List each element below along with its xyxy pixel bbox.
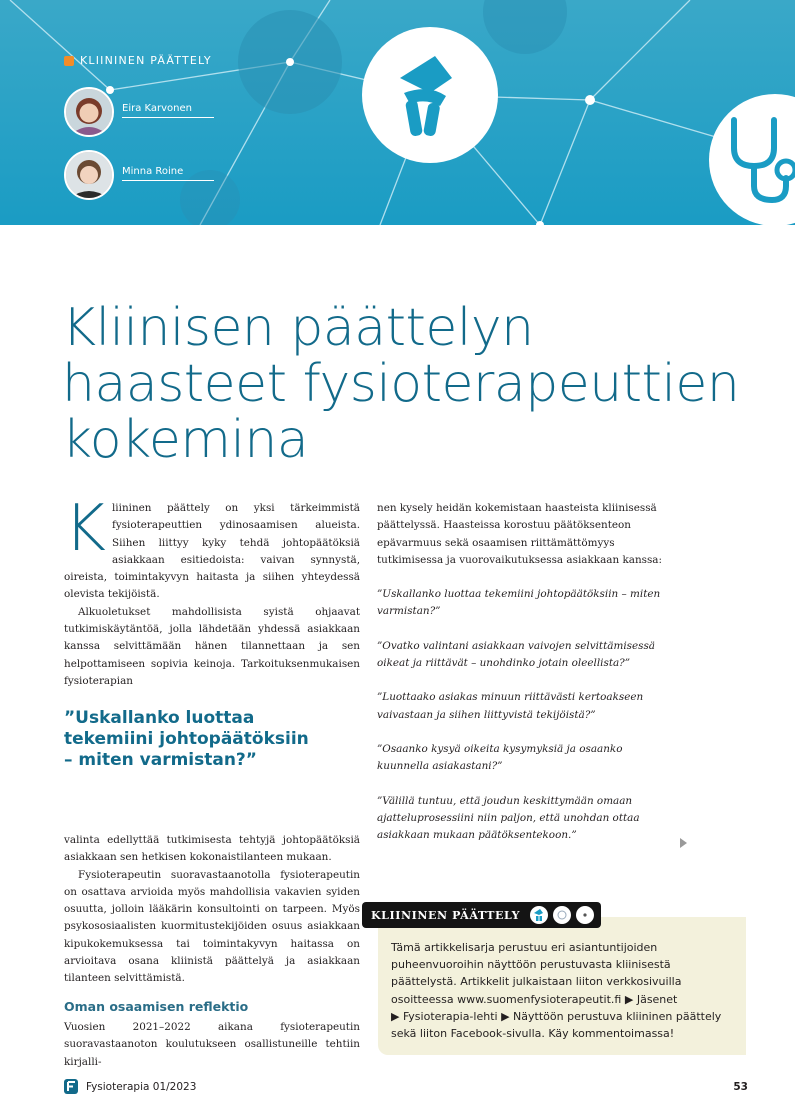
header-banner bbox=[0, 0, 795, 225]
paragraph: Fysioterapeutin suoravastaanotolla fysioterapeutin on osattava arvioida myös mahdollisia vakavien syiden osuutta, jolloin lääkärin konsultointi on tarpeen. Myös psykososiaalisten kuormitustekijöiden osuus asiakkaan kipukokemuksessa tai toimintakyvyn haitassa on arvioitava osana kliinistä päättelyä ja asiakkaan tilanteen selvittämistä. bbox=[64, 868, 360, 985]
quote: ”Osaanko kysyä oikeita kysymyksiä ja osaanko kuunnella asiakastani?” bbox=[377, 742, 623, 773]
magazine-logo-icon bbox=[64, 1079, 78, 1094]
badge-label: KLIININEN PÄÄTTELY bbox=[371, 908, 521, 922]
paragraph: Vuosien 2021–2022 aikana fysioterapeutin suoravastaanoton koulutukseen osallistuneille tehtiin kirjalli- bbox=[64, 1020, 360, 1068]
section-subheading: Oman osaamisen reflektio bbox=[64, 998, 249, 1014]
stethoscope-icon bbox=[722, 108, 795, 208]
title-line: Kliinisen päättelyn bbox=[62, 298, 534, 358]
author-name: Minna Roine bbox=[122, 166, 214, 181]
arrow-icon: ▶ bbox=[501, 1009, 510, 1023]
paragraph: Alkuoletukset mahdollisista syistä ohjaavat tutkimiskäytäntöä, jolla lähdetään yhdessä asiakkaan kanssa selvittämään hänen tilannettaan ja sen helpottamiseen sopivia keinoja. Tarkoituksenmukaisen fysioterapian bbox=[64, 605, 360, 687]
paragraph-text: liininen päättely on yksi tärkeimmistä fysioterapeuttien ydinosaamisen alueista. Siihen liittyy kyky tehdä johtopäätöksiä asiakkaan esitiedoista: vaivan synnystä, oireista, toimintakyvyn haitasta ja siihen yhteydessä olevista tekijöistä. bbox=[64, 502, 360, 601]
quote: ”Uskallanko luottaa tekemiini johtopäätöksiin – miten varmistan?” bbox=[377, 588, 661, 618]
info-text-part: Tämä artikkelisarja perustuu eri asiantuntijoiden puheenvuoroihin näyttöön perustuvasta kliinisestä päättelystä. Artikkelit julkaistaan liiton verkkosivuilla osoitteessa www.suomenfysioterapeutit.fi bbox=[391, 941, 682, 1006]
publication-name: Fysioterapia 01/2023 bbox=[86, 1080, 197, 1093]
continue-arrow-icon bbox=[680, 838, 687, 848]
quote: ”Välillä tuntuu, että joudun keskittymään omaan ajatteluprosessiini niin paljon, että unohdan ottaa asiakkaan mukaan päätöksentekoon.” bbox=[377, 794, 640, 842]
series-info-box bbox=[378, 917, 746, 1055]
circle-icon bbox=[553, 906, 571, 924]
title-line: kokemina bbox=[62, 410, 309, 470]
paragraph: valinta edellyttää tutkimisesta tehtyjä johtopäätöksiä asiakkaan sen hetkisen kokonaistilanteen mukaan. bbox=[64, 834, 360, 864]
avatar bbox=[64, 150, 114, 200]
section-kicker bbox=[64, 54, 212, 67]
article-title bbox=[62, 300, 739, 468]
pull-quote: ”Uskallanko luottaa tekemiini johtopäätöksiin – miten varmistan?” bbox=[64, 708, 309, 770]
quote: ”Luottaako asiakas minuun riittävästi kertoakseen vaivastaan ja siihen liittyvistä tekijöistä?” bbox=[377, 691, 644, 721]
series-badge bbox=[362, 902, 601, 928]
left-column-top bbox=[64, 492, 360, 690]
kicker-marker bbox=[64, 56, 74, 66]
drop-cap: K bbox=[64, 492, 106, 566]
knee-joint-icon bbox=[380, 48, 480, 148]
link-clinical-reasoning[interactable]: Näyttöön perustuva kliininen päättely bbox=[513, 1009, 722, 1023]
kicker-label: KLIININEN PÄÄTTELY bbox=[80, 54, 212, 67]
right-column bbox=[377, 500, 673, 861]
link-magazine[interactable]: Fysioterapia-lehti bbox=[402, 1009, 498, 1023]
quote: ”Ovatko valintani asiakkaan vaivojen selvittämisessä oikeat ja riittävät – unohdinko jotain oleellista?” bbox=[377, 639, 655, 670]
page-footer bbox=[64, 1079, 748, 1094]
info-text bbox=[391, 939, 736, 1042]
author-1 bbox=[64, 87, 214, 137]
info-text-part: sekä liiton Facebook-sivulla. Käy kommentoimassa! bbox=[391, 1027, 675, 1041]
author-2 bbox=[64, 150, 214, 200]
arrow-icon: ▶ bbox=[391, 1009, 400, 1023]
arrow-icon: ▶ bbox=[624, 992, 634, 1006]
link-members[interactable]: Jäsenet bbox=[636, 992, 678, 1006]
circle-icon bbox=[576, 906, 594, 924]
title-line: haasteet fysioterapeuttien bbox=[62, 354, 740, 414]
page-number: 53 bbox=[733, 1080, 748, 1093]
author-name: Eira Karvonen bbox=[122, 103, 214, 118]
paragraph: nen kysely heidän kokemistaan haasteista kliinisessä päättelyssä. Haasteissa korostuu päätöksenteon epävarmuus sekä osaamisen riittämättömyys tutkimisessa ja vuorovaikutuksessa asiakkaan kanssa: bbox=[377, 502, 662, 566]
knee-joint-icon bbox=[530, 906, 548, 924]
left-column-bottom bbox=[64, 832, 360, 1071]
avatar bbox=[64, 87, 114, 137]
intro-paragraph bbox=[64, 492, 360, 604]
